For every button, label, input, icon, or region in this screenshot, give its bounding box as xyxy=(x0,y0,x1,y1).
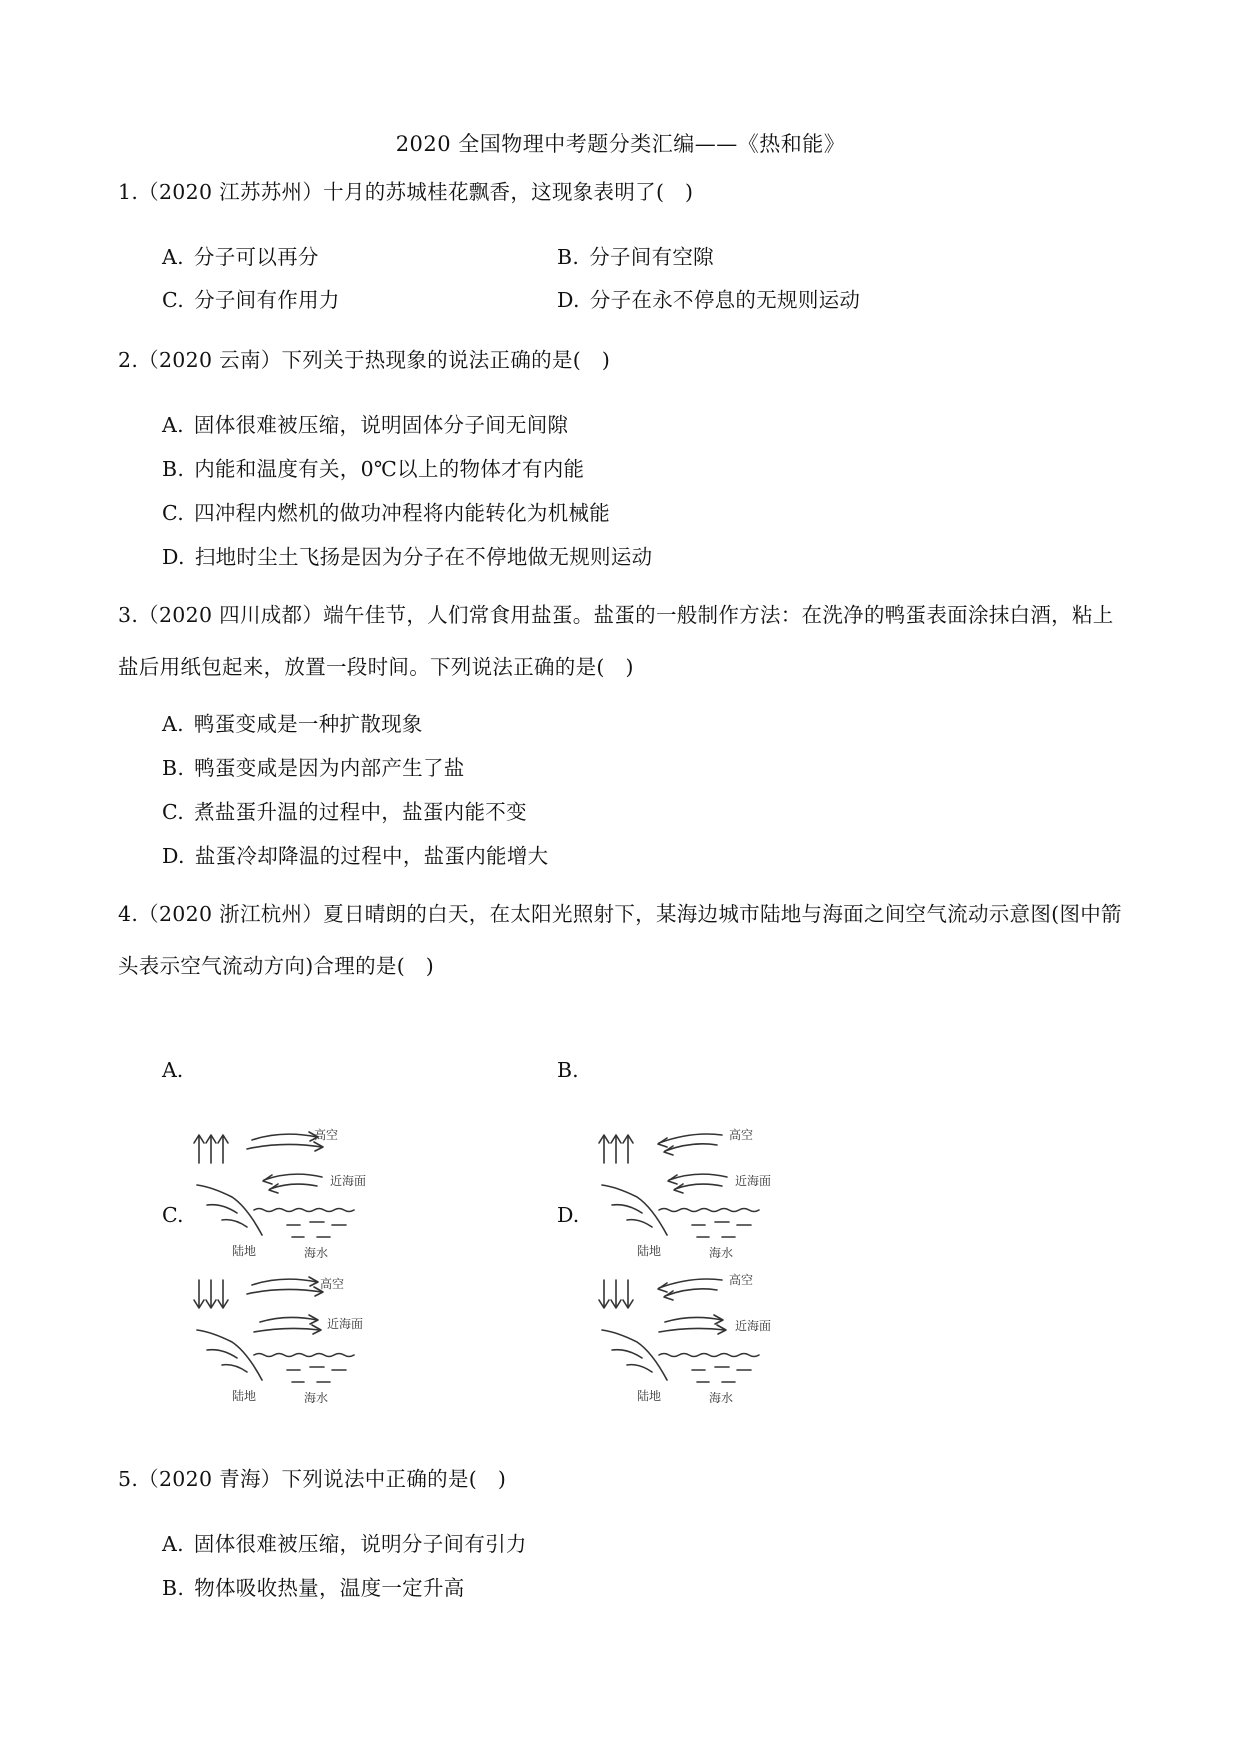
surface-air-arrows-left xyxy=(263,1174,322,1193)
question-5-stem: 5.（2020 青海）下列说法中正确的是( ) xyxy=(118,1467,507,1491)
q1-option-b[interactable]: B. 分子间有空隙 xyxy=(557,245,714,269)
up-arrows-icon xyxy=(194,1135,228,1163)
q3-option-b[interactable]: B. 鸭蛋变咸是因为内部产生了盐 xyxy=(162,756,465,780)
label-land: 陆地 xyxy=(232,1244,257,1258)
coastline xyxy=(602,1185,667,1235)
high-air-arrows-left xyxy=(658,1134,722,1155)
q4-diagram-c[interactable] xyxy=(192,1270,432,1410)
surface-air-arrows-right xyxy=(254,1315,321,1334)
coastline xyxy=(197,1330,262,1380)
coastline xyxy=(602,1330,667,1380)
label-surface: 近海面 xyxy=(735,1319,772,1333)
q1-option-a[interactable]: A. 分子可以再分 xyxy=(162,245,319,269)
high-air-arrows-right xyxy=(247,1277,323,1296)
label-surface: 近海面 xyxy=(735,1174,772,1188)
down-arrows-icon xyxy=(599,1280,633,1308)
sea-surface xyxy=(659,1354,759,1357)
label-surface: 近海面 xyxy=(327,1317,364,1331)
question-1-stem: 1.（2020 江苏苏州）十月的苏城桂花飘香，这现象表明了( ) xyxy=(118,180,694,204)
q2-option-a[interactable]: A. 固体很难被压缩，说明固体分子间无间隙 xyxy=(162,413,569,437)
q3-option-c[interactable]: C. 煮盐蛋升温的过程中，盐蛋内能不变 xyxy=(162,800,527,824)
sea-surface xyxy=(254,1354,354,1357)
coastline xyxy=(197,1185,262,1235)
q4-diagram-b[interactable] xyxy=(597,1125,837,1265)
label-sea: 海水 xyxy=(709,1391,734,1405)
q2-option-d[interactable]: D. 扫地时尘土飞扬是因为分子在不停地做无规则运动 xyxy=(162,545,653,569)
q1-option-d[interactable]: D. 分子在永不停息的无规则运动 xyxy=(557,288,861,312)
question-3-stem: 3.（2020 四川成都）端午佳节，人们常食用盐蛋。盐蛋的一般制作方法：在洗净的鸭蛋表面涂抹白酒，粘上盐后用纸包起来，放置一段时间。下列说法正确的是( ) xyxy=(118,603,1114,679)
label-high: 高空 xyxy=(320,1277,345,1291)
q4-diagram-d[interactable] xyxy=(597,1270,837,1410)
q3-option-a[interactable]: A. 鸭蛋变咸是一种扩散现象 xyxy=(162,712,423,736)
question-2-stem: 2.（2020 云南）下列关于热现象的说法正确的是( ) xyxy=(118,348,611,372)
q4-option-b-label[interactable]: B. xyxy=(557,1058,579,1082)
label-land: 陆地 xyxy=(232,1389,257,1403)
q4-option-d-label[interactable]: D. xyxy=(557,1203,580,1227)
label-surface: 近海面 xyxy=(330,1174,367,1188)
label-high: 高空 xyxy=(729,1128,754,1142)
label-land: 陆地 xyxy=(637,1244,662,1258)
surface-air-arrows-right xyxy=(659,1315,726,1334)
sea-surface xyxy=(659,1209,759,1212)
q1-option-c[interactable]: C. 分子间有作用力 xyxy=(162,288,340,312)
label-high: 高空 xyxy=(314,1128,339,1142)
label-sea: 海水 xyxy=(304,1391,329,1405)
q4-diagram-a[interactable] xyxy=(192,1125,432,1265)
label-sea: 海水 xyxy=(709,1246,734,1260)
question-4-stem: 4.（2020 浙江杭州）夏日晴朗的白天，在太阳光照射下，某海边城市陆地与海面之间空气流动示意图(图中箭头表示空气流动方向)合理的是( ) xyxy=(118,902,1122,978)
q2-option-c[interactable]: C. 四冲程内燃机的做功冲程将内能转化为机械能 xyxy=(162,501,611,525)
q4-option-a-label[interactable]: A. xyxy=(162,1058,184,1082)
q2-option-b[interactable]: B. 内能和温度有关，0℃以上的物体才有内能 xyxy=(162,457,585,481)
label-sea: 海水 xyxy=(304,1246,329,1260)
sea-surface xyxy=(254,1209,354,1212)
q4-option-c-label[interactable]: C. xyxy=(162,1203,184,1227)
label-land: 陆地 xyxy=(637,1389,662,1403)
up-arrows-icon xyxy=(599,1135,633,1163)
page-title: 2020 全国物理中考题分类汇编——《热和能》 xyxy=(395,132,846,156)
q5-option-b[interactable]: B. 物体吸收热量，温度一定升高 xyxy=(162,1576,465,1600)
q5-option-a[interactable]: A. 固体很难被压缩，说明分子间有引力 xyxy=(162,1532,527,1556)
q3-option-d[interactable]: D. 盐蛋冷却降温的过程中，盐蛋内能增大 xyxy=(162,844,549,868)
high-air-arrows-left xyxy=(658,1279,722,1300)
down-arrows-icon xyxy=(194,1280,228,1308)
high-air-arrows-right xyxy=(247,1132,323,1151)
label-high: 高空 xyxy=(729,1273,754,1287)
surface-air-arrows-left xyxy=(668,1174,727,1193)
